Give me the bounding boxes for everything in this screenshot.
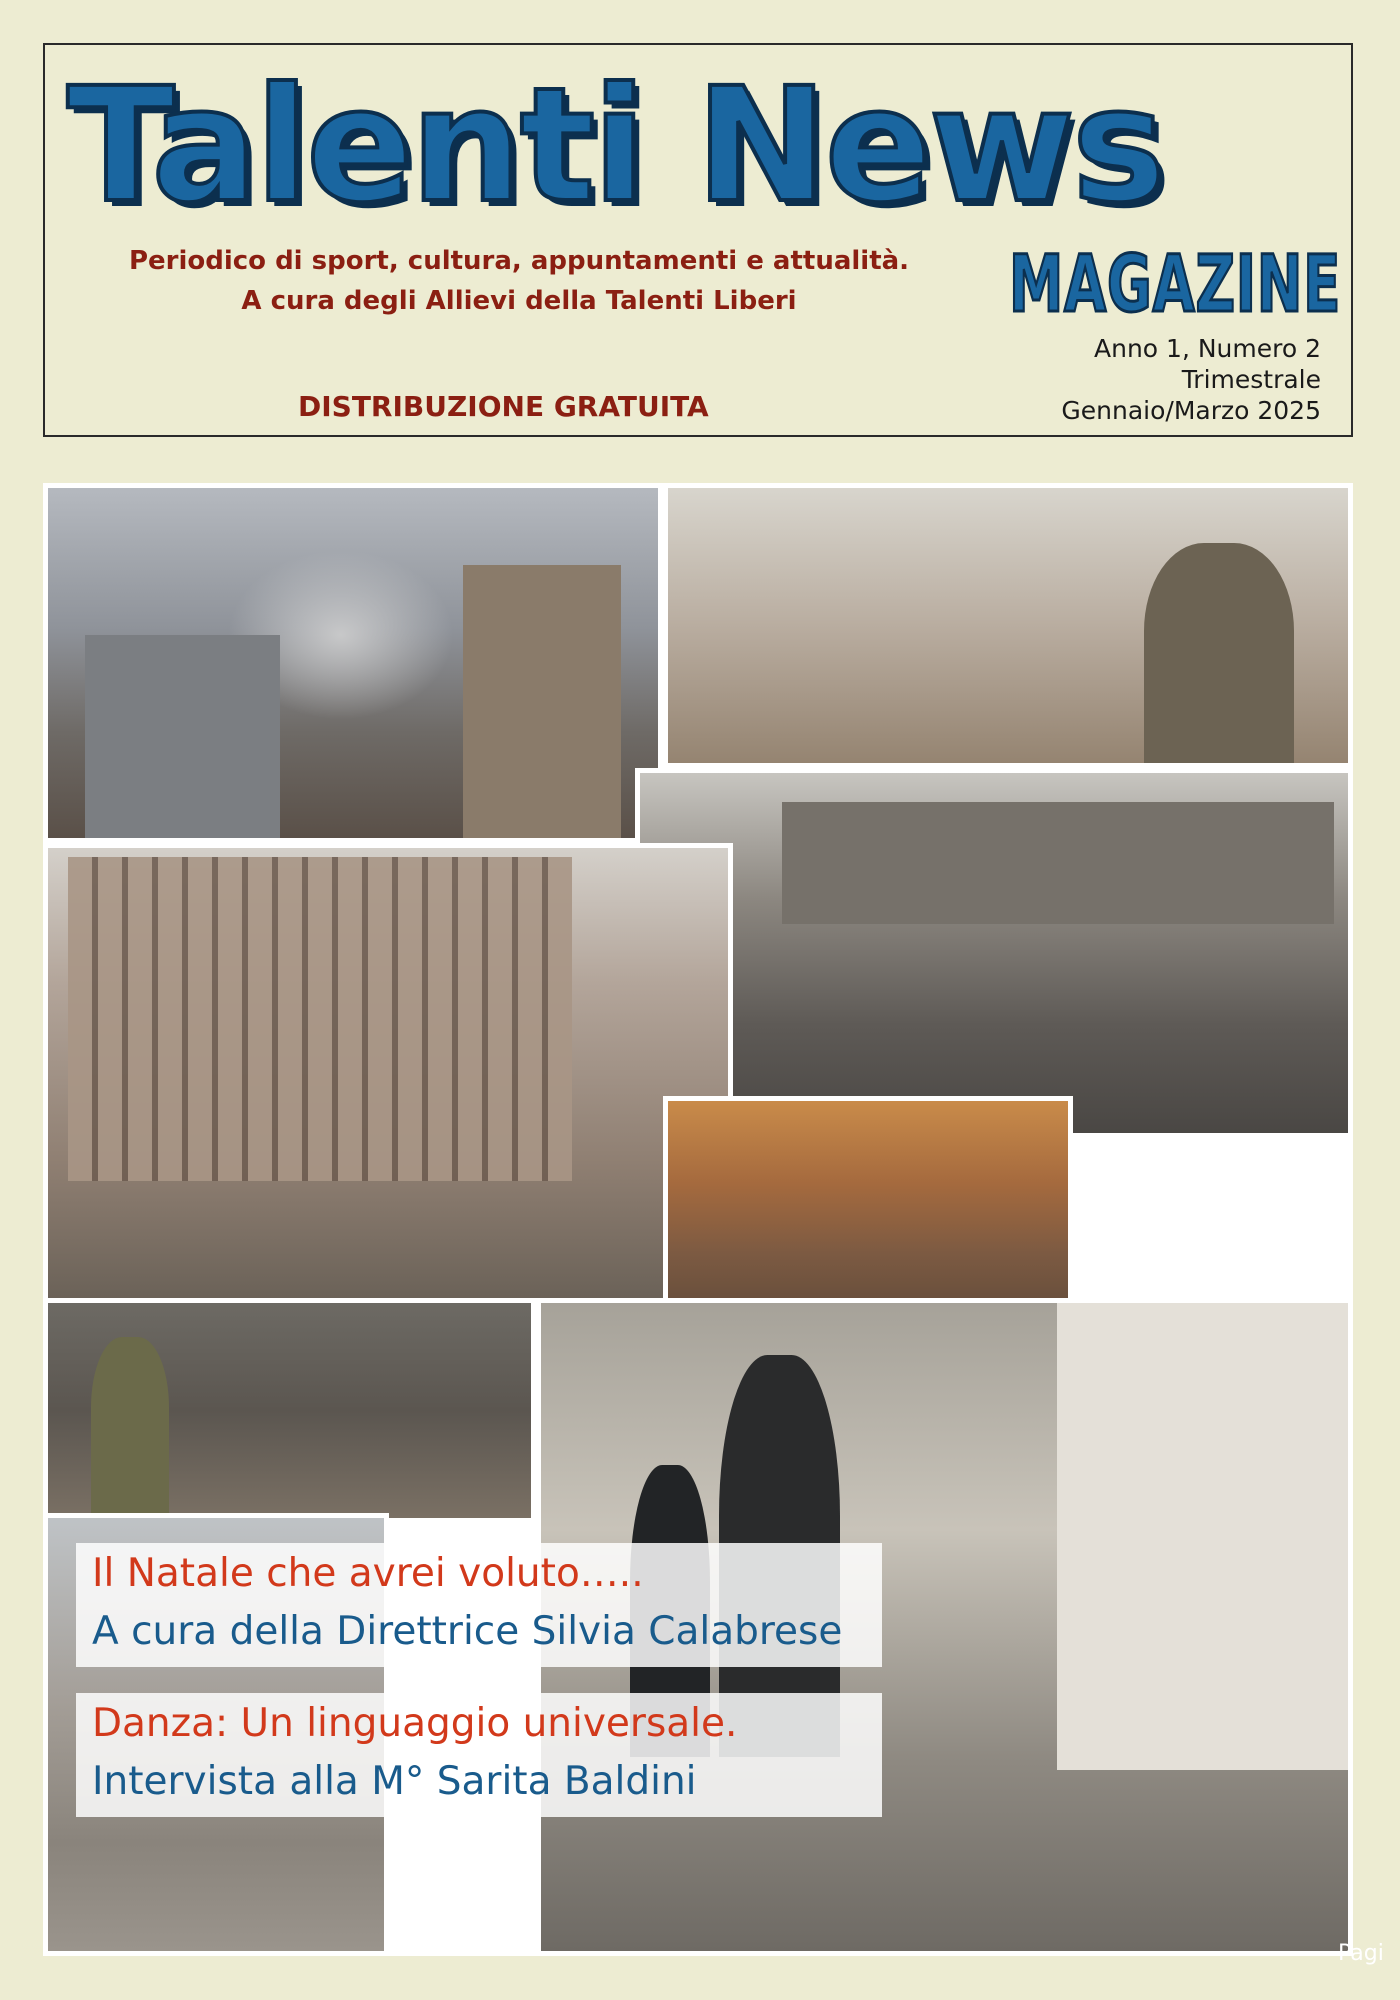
- photo-destroyed-apartment-smoke: [43, 483, 663, 843]
- article-title: Danza: Un linguaggio universale.: [92, 1701, 738, 1746]
- issue-period: Gennaio/Marzo 2025: [1061, 396, 1321, 425]
- tagline-line-1: Periodico di sport, cultura, appuntamenti e attualità.: [128, 246, 910, 276]
- page-number: Pagi: [1338, 1941, 1384, 1966]
- issue-frequency: Trimestrale: [1181, 365, 1321, 394]
- article-headline-1[interactable]: [76, 1543, 882, 1667]
- photo-building-right: [463, 565, 622, 838]
- photo-soldier-burned-van: [43, 1298, 536, 1523]
- photo-ruined-city-aerial: [635, 768, 1353, 1138]
- issue-number: Anno 1, Numero 2: [1094, 334, 1321, 363]
- article-subtitle: A cura della Direttrice Silvia Calabrese: [92, 1609, 843, 1654]
- distribution-label: DISTRIBUZIONE GRATUITA: [298, 390, 709, 423]
- magazine-title: Talenti News: [67, 54, 1163, 238]
- photo-ruins-row: [782, 802, 1334, 924]
- photo-building-left: [85, 635, 280, 838]
- magazine-label: MAGAZINE: [1009, 240, 1342, 330]
- tagline: [69, 241, 969, 321]
- article-headline-2[interactable]: [76, 1693, 882, 1817]
- article-title: Il Natale che avrei voluto…..: [92, 1551, 644, 1596]
- photo-tower-facade: [68, 857, 571, 1181]
- photo-rescue-child-rubble: [663, 483, 1353, 768]
- photo-soldier-figure: [91, 1337, 168, 1513]
- masthead: [43, 43, 1353, 437]
- photo-rescuer-figure: [1144, 543, 1294, 763]
- tagline-line-2: A cura degli Allievi della Talenti Liberi: [241, 286, 797, 316]
- photo-corridor-wall: [1057, 1303, 1348, 1770]
- photo-collage: [43, 483, 1353, 1956]
- photo-damaged-tower-block: [43, 843, 733, 1303]
- article-subtitle: Intervista alla M° Sarita Baldini: [92, 1759, 697, 1804]
- issue-info: [1061, 333, 1321, 426]
